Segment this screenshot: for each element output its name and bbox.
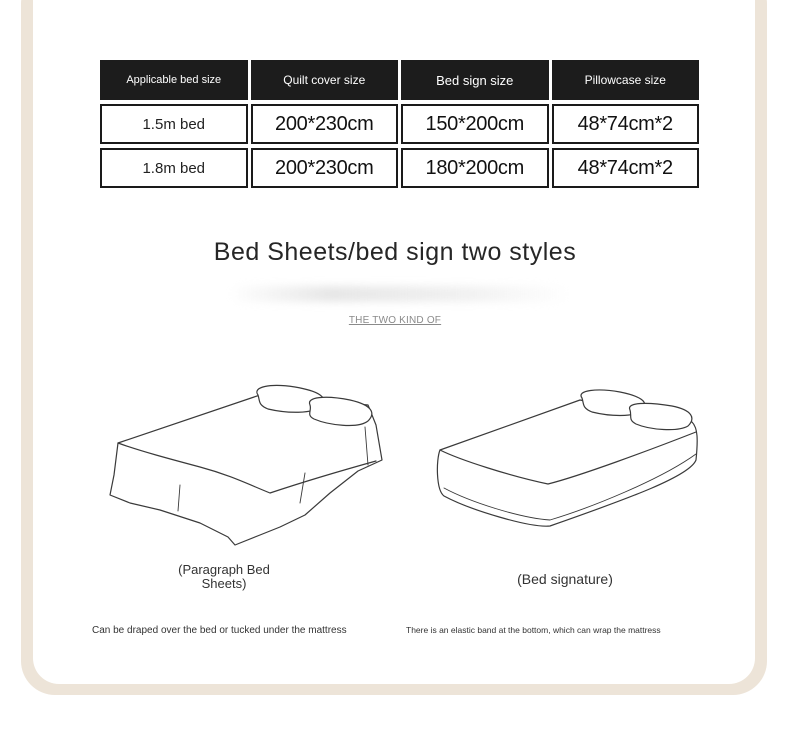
- header-bed-size: Applicable bed size: [100, 60, 248, 100]
- table-cell: 1.5m bed: [100, 104, 248, 144]
- fitted-sheet-description: There is an elastic band at the bottom, which can wrap the mattress: [406, 625, 661, 635]
- section-subtitle: THE TWO KIND OF: [348, 315, 442, 326]
- table-cell: 200*230cm: [251, 104, 399, 144]
- flat-sheet-illustration: [100, 375, 390, 555]
- fitted-sheet-illustration: [430, 380, 710, 535]
- table-cell: 200*230cm: [251, 148, 399, 188]
- fitted-sheet-caption: (Bed signature): [517, 571, 613, 587]
- decorative-blur: [230, 286, 570, 302]
- header-quilt-cover: Quilt cover size: [251, 60, 399, 100]
- size-table: [97, 56, 702, 192]
- table-row: [100, 148, 699, 188]
- flat-sheet-caption: (Paragraph Bed Sheets): [178, 562, 270, 591]
- table-row: [100, 104, 699, 144]
- table-cell: 48*74cm*2: [552, 148, 700, 188]
- table-cell: 1.8m bed: [100, 148, 248, 188]
- header-bed-sign: Bed sign size: [401, 60, 549, 100]
- section-title: Bed Sheets/bed sign two styles: [213, 238, 577, 266]
- table-cell: 150*200cm: [401, 104, 549, 144]
- table-cell: 180*200cm: [401, 148, 549, 188]
- table-header-row: [100, 60, 699, 100]
- flat-sheet-description: Can be draped over the bed or tucked under the mattress: [92, 625, 347, 636]
- header-pillowcase: Pillowcase size: [552, 60, 700, 100]
- table-cell: 48*74cm*2: [552, 104, 700, 144]
